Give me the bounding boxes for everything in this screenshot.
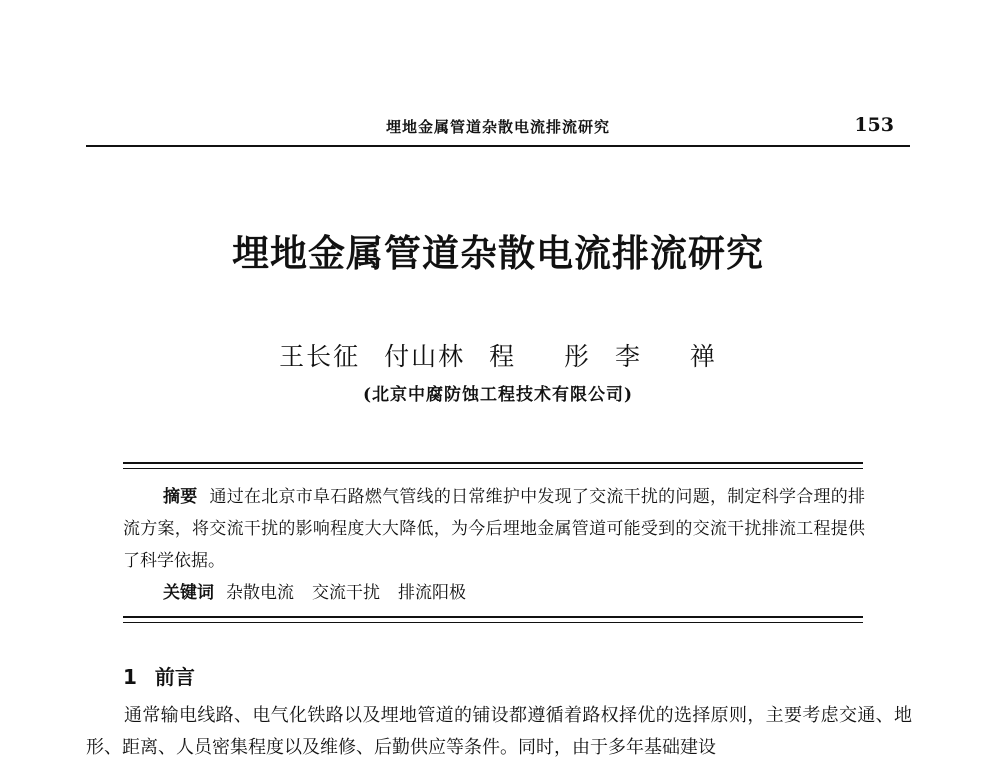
author-name: 王长征 bbox=[279, 342, 361, 371]
page-number: 153 bbox=[854, 114, 894, 136]
author-name: 付山林 bbox=[384, 342, 466, 371]
author-name: 程 彤 bbox=[489, 342, 591, 371]
abstract-paragraph bbox=[123, 481, 865, 577]
keywords-label: 关键词 bbox=[163, 583, 214, 603]
keyword: 交流干扰 bbox=[312, 583, 380, 603]
keywords-line bbox=[123, 577, 865, 609]
section-title: 前言 bbox=[154, 665, 195, 689]
keyword: 排流阳极 bbox=[398, 583, 466, 603]
abstract-bottom-rule bbox=[123, 616, 863, 623]
abstract-text: 通过在北京市阜石路燃气管线的日常维护中发现了交流干扰的问题，制定科学合理的排流方案，将交流干扰的影响程度大大降低，为今后埋地金属管道可能受到的交流干扰排流工程提供了科学依据。 bbox=[123, 487, 866, 571]
header-rule bbox=[86, 145, 910, 147]
abstract-label: 摘要 bbox=[163, 487, 198, 507]
section-number: 1 bbox=[123, 665, 137, 689]
paper-title: 埋地金属管道杂散电流排流研究 bbox=[232, 231, 764, 275]
abstract-top-rule bbox=[123, 462, 863, 469]
author-name: 李 禅 bbox=[614, 342, 717, 371]
author-list bbox=[86, 337, 910, 373]
affiliation: (北京中腐防蚀工程技术有限公司) bbox=[362, 385, 634, 405]
body-paragraph: 通常输电线路、电气化铁路以及埋地管道的铺设都遵循着路权择优的选择原则，主要考虑交通、地形、距离、人员密集程度以及维修、后勤供应等条件。同时，由于多年基础建设 bbox=[86, 705, 912, 758]
section-heading bbox=[123, 661, 195, 690]
running-title: 埋地金属管道杂散电流排流研究 bbox=[385, 118, 610, 136]
running-header bbox=[86, 114, 910, 144]
keyword: 杂散电流 bbox=[226, 583, 294, 603]
abstract-block bbox=[123, 481, 865, 609]
